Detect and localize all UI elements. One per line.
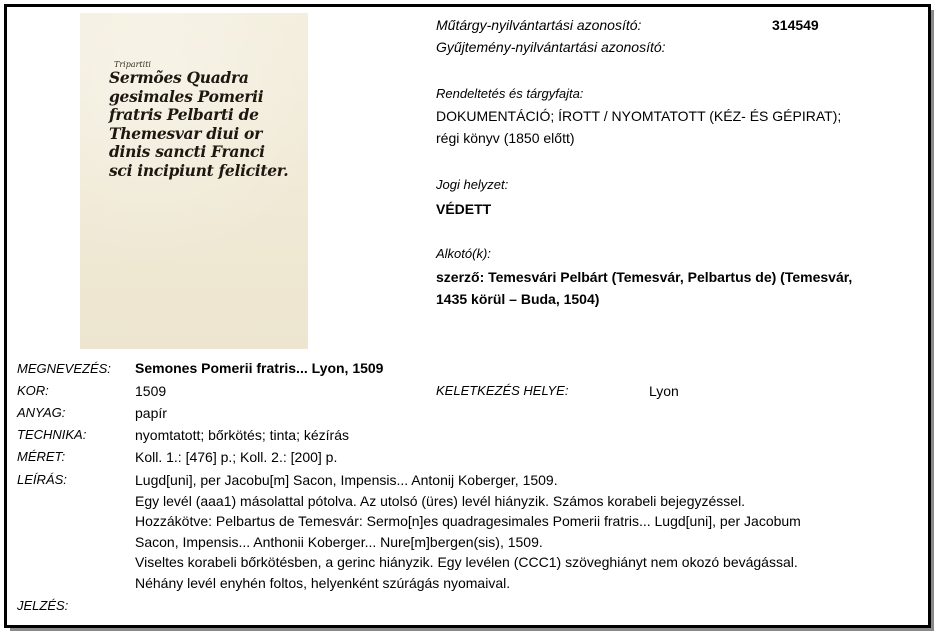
age-label: KOR: <box>17 383 49 398</box>
creator-label: Alkotó(k): <box>436 246 491 261</box>
name-value: Semones Pomerii fratris... Lyon, 1509 <box>135 360 384 376</box>
cover-line: dinis sancti Franci <box>109 142 265 161</box>
frame-shadow-bottom <box>10 628 934 631</box>
cover-line: fratris Pelbarti de <box>109 105 259 124</box>
inventory-id-value: 314549 <box>772 17 819 33</box>
cover-line: Themesvar diui or <box>109 123 262 143</box>
book-title-page-image <box>80 13 308 349</box>
cover-line: Sermões Quadra <box>109 68 249 87</box>
legal-status-value: VÉDETT <box>436 201 492 217</box>
collection-id-label: Gyűjtemény-nyilvántartási azonosító: <box>436 39 666 55</box>
inventory-id-label: Műtárgy-nyilvántartási azonosító: <box>436 17 642 33</box>
legal-status-label: Jogi helyzet: <box>436 177 509 192</box>
cover-title-text <box>109 69 304 180</box>
cover-small-inscription: Tripartiti <box>114 60 151 69</box>
creator-line: szerző: Temesvári Pelbárt (Temesvár, Pelbartus de) (Temesvár, <box>436 269 853 285</box>
description-line: Néhány levél enyhén foltos, helyenként szúrágás nyomaival. <box>135 574 511 591</box>
description-line: Viseltes korabeli bőrkötésben, a gerinc hiányzik. Egy levélen (CCC1) szöveghiányt nem okozó bevágással. <box>135 554 798 570</box>
description-line: Hozzákötve: Pelbartus de Temesvár: Sermo[n]es quadragesimales Pomerii fratris... Lugd[uni], per Jacobum <box>135 513 801 529</box>
mark-label: JELZÉS: <box>17 598 69 613</box>
purpose-label: Rendeltetés és tárgyfajta: <box>436 86 584 101</box>
origin-label: KELETKEZÉS HELYE: <box>436 383 569 398</box>
name-label: MEGNEVEZÉS: <box>17 361 111 376</box>
age-value: 1509 <box>135 383 167 399</box>
cover-line: sci incipiunt feliciter. <box>109 160 289 180</box>
purpose-line: régi könyv (1850 előtt) <box>436 130 575 146</box>
frame-shadow-right <box>931 10 934 628</box>
technique-label: TECHNIKA: <box>17 427 87 442</box>
description-line: Egy levél (aaa1) másolattal pótolva. Az utolsó (üres) levél hiányzik. Számos korabeli bejegyzéssel. <box>135 492 746 509</box>
description-text <box>135 470 915 593</box>
description-line: Sacon, Impensis... Anthonii Koberger... Nure[m]bergen(sis), 1509. <box>135 533 543 550</box>
origin-value: Lyon <box>649 383 679 399</box>
creator-line: 1435 körül – Buda, 1504) <box>436 291 600 307</box>
material-value: papír <box>135 405 167 421</box>
description-label: LEÍRÁS: <box>17 472 67 487</box>
size-value: Koll. 1.: [476] p.; Koll. 2.: [200] p. <box>135 449 338 465</box>
description-line: Lugd[uni], per Jacobu[m] Sacon, Impensis... Antonij Koberger, 1509. <box>135 472 558 488</box>
material-label: ANYAG: <box>17 405 66 420</box>
purpose-line: DOKUMENTÁCIÓ; ÍROTT / NYOMTATOTT (KÉZ- ÉS GÉPIRAT); <box>436 108 842 124</box>
size-label: MÉRET: <box>17 449 66 464</box>
technique-value: nyomtatott; bőrkötés; tinta; kézírás <box>135 427 349 443</box>
cover-line: gesimales Pomerii <box>109 86 264 106</box>
